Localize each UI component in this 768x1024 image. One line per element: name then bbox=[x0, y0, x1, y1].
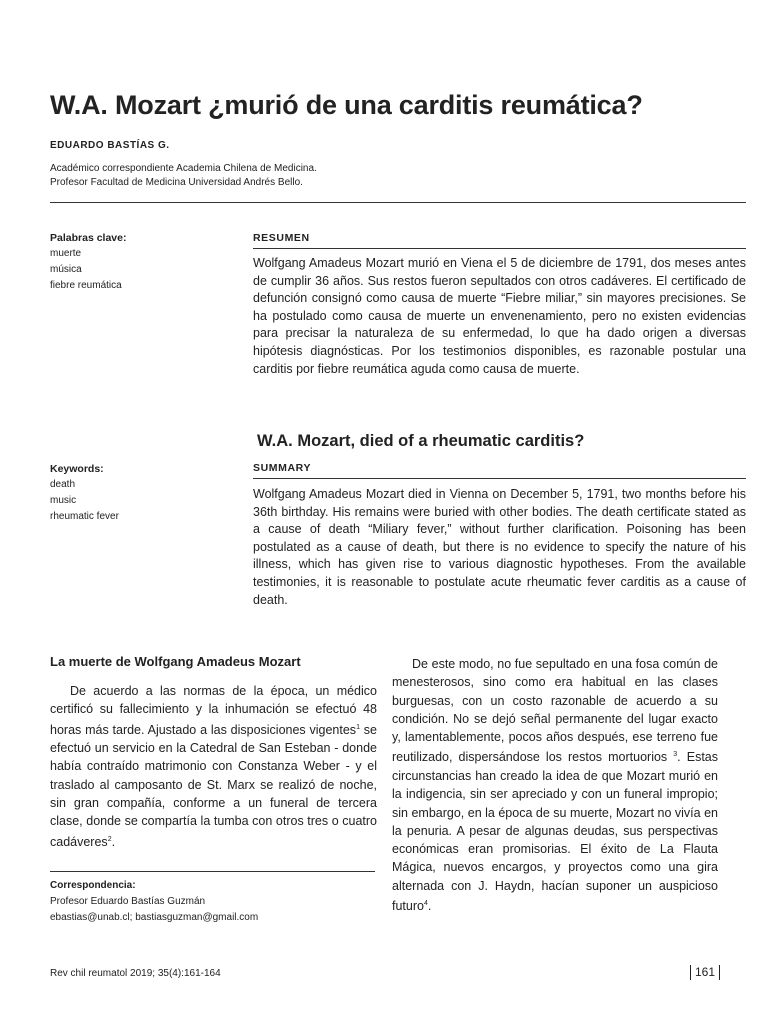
article-title: W.A. Mozart ¿murió de una carditis reumática? bbox=[50, 90, 643, 120]
affiliation-line: Profesor Facultad de Medicina Universidad Andrés Bello. bbox=[50, 177, 303, 188]
keyword: fiebre reumática bbox=[50, 280, 122, 291]
correspondence-name: Profesor Eduardo Bastías Guzmán bbox=[50, 896, 206, 907]
keywords-list-es bbox=[50, 246, 122, 294]
paragraph-text: De acuerdo a las normas de la época, un médico certificó su fallecimiento y la inhumación se efectuó 48 horas más tarde. Ajustado a las disposiciones vigentes bbox=[50, 684, 377, 737]
keyword: music bbox=[50, 495, 77, 506]
correspondence-emails: ebastias@unab.cl; bastiasguzman@gmail.com bbox=[50, 912, 259, 923]
page-number: 161 bbox=[690, 965, 720, 980]
english-title: W.A. Mozart, died of a rheumatic carditis? bbox=[257, 432, 585, 450]
reference-marker: 2 bbox=[107, 835, 112, 843]
keyword: música bbox=[50, 264, 82, 275]
section-heading: La muerte de Wolfgang Amadeus Mozart bbox=[50, 654, 301, 669]
keyword: death bbox=[50, 479, 76, 490]
paragraph-text: se efectuó un servicio en la Catedral de San Esteban - donde había contraído matrimonio con Constanza Weber - y el traslado al camposanto de St. Marx se realizó de noche, sin gran compañía, conforme a un funeral de tercera clase, donde se compartía la tumba con otros tres o cuatro cadáveres bbox=[50, 722, 377, 849]
reference-marker: 1 bbox=[356, 723, 360, 731]
resumen-text: Wolfgang Amadeus Mozart murió en Viena el 5 de diciembre de 1791, dos meses antes de cumplir 36 años. Sus restos fueron sepultados con otros cadáveres. El certificado de defunción consignó como causa de muerte “Fiebre miliar,” sin mayores precisiones. Se ha postulado como causa de muerte un envenenamiento, pero no existen evidencias para precisar la naturaleza de su enfermedad, lo que ha dado origen a diversas hipótesis diagnósticas. Por los testimonios disponibles, es razonable postular una carditis por fiebre reumática aguda como causa de muerte. bbox=[253, 256, 746, 376]
paragraph-text: . bbox=[427, 899, 432, 914]
journal-citation: Rev chil reumatol 2019; 35(4):161-164 bbox=[50, 968, 221, 979]
reference-marker: 3 bbox=[673, 751, 678, 759]
correspondence-heading: Correspondencia: bbox=[50, 880, 136, 891]
summary-text: Wolfgang Amadeus Mozart died in Vienna on December 5, 1791, two months before his 36th birthday. His remains were buried with other bodies. The death certificate stated as a cause of death “Miliary fever,” without further clarification. Poisoning has been postulated as a cause of death, but there is no evidence to specify the nature of his illness, which has given rise to various diagnostic hypotheses. From the available testimonies, it is reasonable to postulate acute rheumatic fever carditis as a cause of death. bbox=[253, 487, 746, 607]
keywords-heading-es: Palabras clave: bbox=[50, 232, 127, 244]
reference-marker: 4 bbox=[423, 900, 428, 908]
paragraph-text: . bbox=[111, 834, 116, 849]
author-name: EDUARDO BASTÍAS G. bbox=[50, 140, 170, 151]
correspondence-divider bbox=[50, 871, 375, 872]
body-paragraph-2 bbox=[392, 655, 718, 915]
paragraph-text: . Estas circunstancias han creado la idea de que Mozart murió en la indigencia, sin ser apreciado y con un funeral impropio; sin embargo, en la época de su muerte, Mozart no vivía en la penuria. A pesar de algunas deudas, sus perspectivas económicas eran promisorias. El éxito de La Flauta Mágica, nuevos encargos, y proyectos como una gira alternada con J. Haydn, hacían suponer un auspicioso futuro bbox=[392, 750, 718, 914]
header-divider bbox=[50, 202, 746, 203]
keyword: muerte bbox=[50, 248, 82, 259]
keyword: rheumatic fever bbox=[50, 511, 119, 522]
summary-heading: SUMMARY bbox=[253, 462, 746, 479]
keywords-heading-en: Keywords: bbox=[50, 463, 104, 475]
affiliation-line: Académico correspondiente Academia Chilena de Medicina. bbox=[50, 163, 317, 174]
body-paragraph-1 bbox=[50, 682, 377, 851]
keywords-list-en bbox=[50, 477, 119, 525]
paragraph-text: De este modo, no fue sepultado en una fosa común de menesterosos, sino como era habitual en las clases burguesas, con un costo razonable de acuerdo a su condición. No se dejó señal permanente del lugar exacto y, lamentablemente, pocos años después, ese terreno fue reutilizado, dispersándose los restos mortuorios bbox=[392, 657, 718, 765]
resumen-heading: RESUMEN bbox=[253, 232, 746, 249]
